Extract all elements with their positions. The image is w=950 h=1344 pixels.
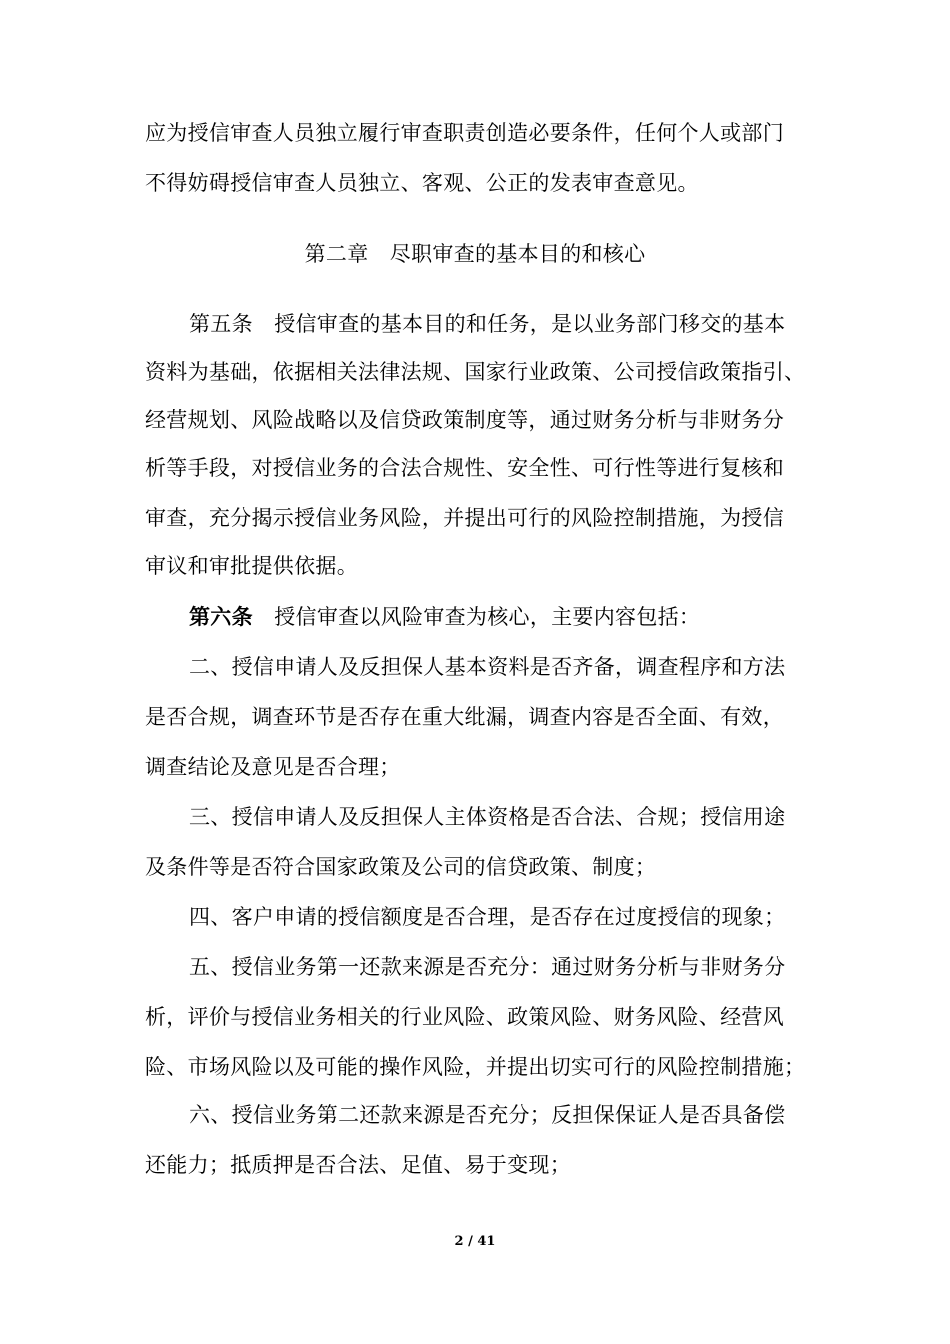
item-5-line: 五、授信业务第一还款来源是否充分：通过财务分析与非财务分 xyxy=(189,955,786,979)
text-line: 审议和审批提供依据。 xyxy=(145,554,358,578)
text-line: 调查结论及意见是否合理； xyxy=(145,755,401,779)
text-line: 及条件等是否符合国家政策及公司的信贷政策、制度； xyxy=(145,855,657,879)
page-number: 2 / 41 xyxy=(454,1234,496,1249)
item-6-line: 六、授信业务第二还款来源是否充分；反担保保证人是否具备偿 xyxy=(189,1103,786,1127)
item-2-line: 二、授信申请人及反担保人基本资料是否齐备，调查程序和方法 xyxy=(189,655,786,679)
text-line: 资料为基础，依据相关法律法规、国家行业政策、公司授信政策指引、 xyxy=(145,360,806,384)
text-line: 不得妨碍授信审查人员独立、客观、公正的发表审查意见。 xyxy=(145,171,699,195)
article-6-line xyxy=(189,601,810,633)
text-line: 是否合规，调查环节是否存在重大纰漏，调查内容是否全面、有效， xyxy=(145,705,784,729)
item-3-line: 三、授信申请人及反担保人主体资格是否合法、合规；授信用途 xyxy=(189,805,786,829)
text-line: 险、市场风险以及可能的操作风险，并提出切实可行的风险控制措施； xyxy=(145,1055,806,1079)
text-line: 析等手段，对授信业务的合法合规性、安全性、可行性等进行复核和 xyxy=(145,456,784,480)
article-5-line: 第五条 授信审查的基本目的和任务，是以业务部门移交的基本 xyxy=(189,312,786,336)
chapter-heading: 第二章 尽职审查的基本目的和核心 xyxy=(304,242,646,266)
article-6-label: 第六条 xyxy=(189,605,253,629)
article-6-text: 授信审查以风险审查为核心，主要内容包括： xyxy=(274,605,701,629)
text-line: 析，评价与授信业务相关的行业风险、政策风险、财务风险、经营风 xyxy=(145,1005,784,1029)
text-line: 经营规划、风险战略以及信贷政策制度等，通过财务分析与非财务分 xyxy=(145,408,784,432)
text-line: 应为授信审查人员独立履行审查职责创造必要条件，任何个人或部门 xyxy=(145,121,784,145)
article-6-spacer xyxy=(253,605,274,629)
item-4-line: 四、客户申请的授信额度是否合理，是否存在过度授信的现象； xyxy=(189,905,786,929)
text-line: 还能力；抵质押是否合法、足值、易于变现； xyxy=(145,1153,571,1177)
text-line: 审查，充分揭示授信业务风险，并提出可行的风险控制措施，为授信 xyxy=(145,506,784,530)
